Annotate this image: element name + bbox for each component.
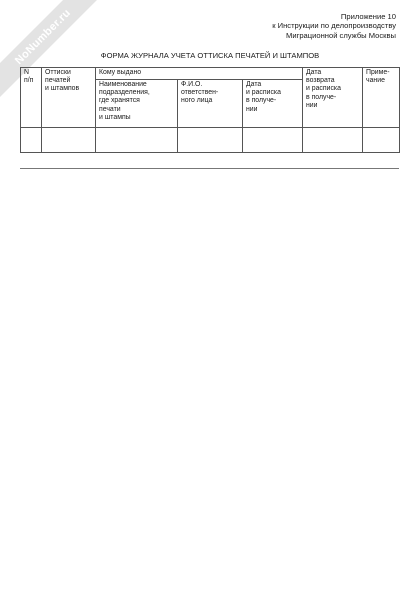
header-date-receipt: Дата и расписка в получе- нии: [243, 80, 303, 128]
header-issued-to: Кому выдано: [96, 68, 303, 80]
header-return-date: Дата возврата и расписка в получе- нии: [303, 68, 363, 128]
cell-impressions: [42, 128, 96, 153]
header-note: Приме- чание: [363, 68, 400, 128]
appendix-header: [272, 12, 396, 40]
header-impressions: Оттиски печатей и штампов: [42, 68, 96, 128]
cell-date-receipt: [243, 128, 303, 153]
header-responsible-person: Ф.И.О. ответствен- ного лица: [178, 80, 243, 128]
cell-return-date: [303, 128, 363, 153]
journal-table: [20, 67, 400, 153]
appendix-line-1: Приложение 10: [340, 12, 396, 21]
table-header-row: [21, 68, 400, 80]
cell-department: [96, 128, 178, 153]
cell-number: [21, 128, 42, 153]
watermark-ribbon: NoNumber.ru: [0, 0, 126, 120]
table-row: [21, 128, 400, 153]
bottom-rule: [20, 168, 399, 169]
header-department: Наименование подразделения, где хранятся печати и штампы: [96, 80, 178, 128]
cell-responsible-person: [178, 128, 243, 153]
header-number: N п/п: [21, 68, 42, 128]
appendix-line-2: к Инструкции по делопроизводству: [272, 21, 396, 31]
appendix-line-3: Миграционной службы Москвы: [286, 30, 396, 40]
cell-note: [363, 128, 400, 153]
form-title: ФОРМА ЖУРНАЛА УЧЕТА ОТТИСКА ПЕЧАТЕЙ И ШТАМПОВ: [100, 51, 320, 60]
